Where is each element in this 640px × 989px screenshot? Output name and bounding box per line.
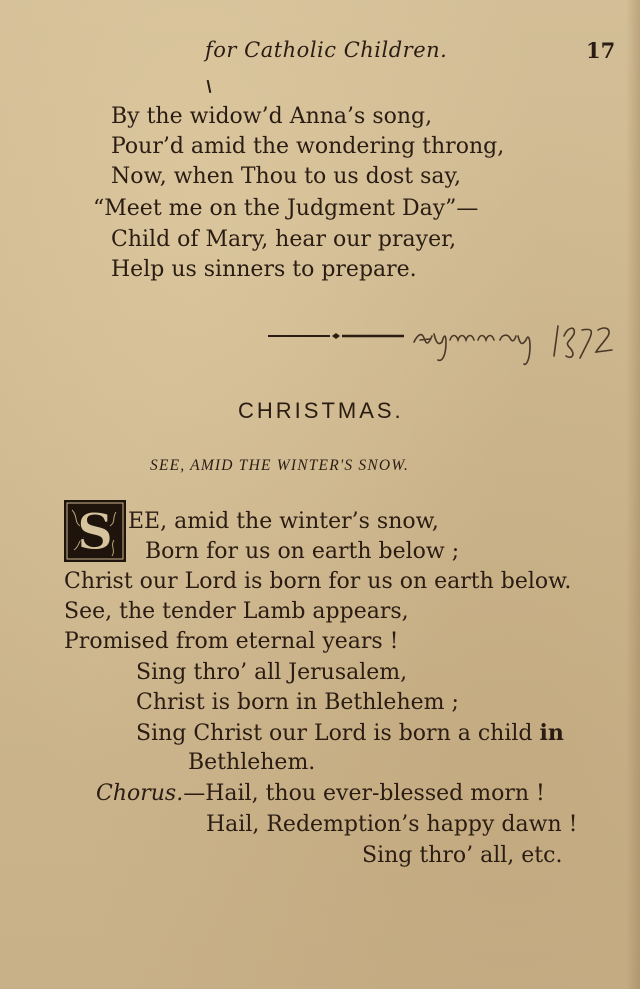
drop-cap-letter: S: [76, 502, 114, 561]
hymn-line: See, the tender Lamb appears,: [64, 599, 409, 624]
hymn-line: Born for us on earth below ;: [145, 539, 460, 564]
running-head: for Catholic Children.: [205, 38, 448, 62]
hymn-line: Christ is born in Bethlehem ;: [136, 690, 459, 715]
hymn-line-text: Sing Christ our Lord is born a child: [136, 721, 533, 746]
ornamental-divider: [268, 330, 404, 342]
verse-line: Now, when Thou to us dost say,: [111, 164, 462, 189]
hymn-line: Bethlehem.: [188, 750, 316, 775]
chorus-label: Chorus.: [96, 781, 184, 806]
verse-line: By the widow’d Anna’s song,: [111, 104, 433, 129]
hymn-subtitle: SEE, AMID THE WINTER'S SNOW.: [150, 457, 410, 474]
hymn-line: [136, 720, 564, 747]
hymn-line: Promised from eternal years !: [64, 629, 399, 654]
ornamental-drop-cap: [64, 500, 126, 562]
hymn-line: Christ our Lord is born for us on earth below.: [64, 569, 572, 594]
verse-line: Child of Mary, hear our prayer,: [111, 227, 457, 252]
page-number: 17: [586, 38, 616, 63]
verse-line: Pour’d amid the wondering throng,: [111, 134, 505, 159]
chorus-line: [96, 781, 545, 807]
page-edge-shadow: [626, 0, 640, 989]
chorus-line: Sing thro’ all, etc.: [362, 843, 563, 868]
pencil-tick-mark: [207, 80, 211, 93]
chorus-text: —Hail, thou ever-blessed morn !: [183, 781, 545, 806]
handwritten-annotation: [408, 312, 630, 368]
section-title: CHRISTMAS.: [238, 398, 404, 423]
verse-line: “Meet me on the Judgment Day”—: [93, 196, 479, 221]
chorus-line: Hail, Redemption’s happy dawn !: [206, 812, 578, 837]
hymn-line: Sing thro’ all Jerusalem,: [136, 660, 408, 685]
hymn-line: EE, amid the winter’s snow,: [128, 509, 439, 534]
verse-line: Help us sinners to prepare.: [111, 257, 417, 282]
hymn-line-end: in: [539, 720, 564, 746]
